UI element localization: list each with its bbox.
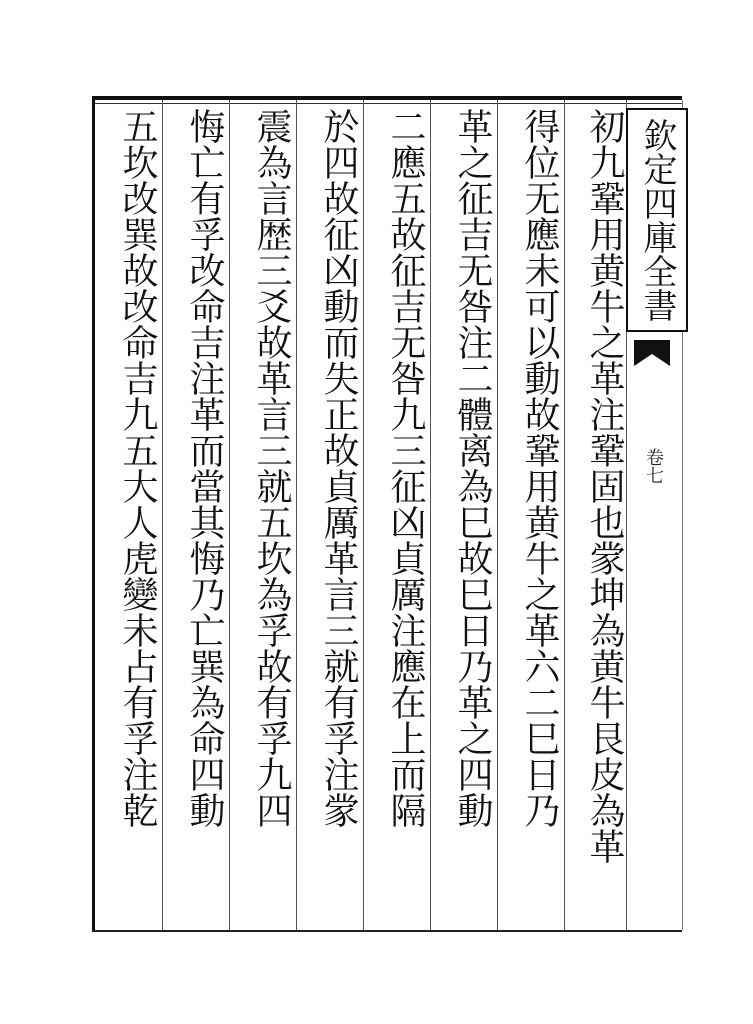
text-column-4: 二應五故征吉无咎九三征凶貞厲注應在上而隔	[385, 108, 426, 828]
text-column-5: 於四故征凶動而失正故貞厲革言三就有孚注䝉	[318, 108, 359, 828]
column-rule	[497, 100, 498, 930]
frame-top-inner-border	[92, 103, 682, 104]
column-rule	[229, 100, 230, 930]
text-column-1: 初九鞏用黄牛之革注鞏固也䝉坤為黄牛艮皮為革	[584, 108, 625, 864]
column-rule	[296, 100, 297, 930]
text-column-3: 革之征吉无咎注二體离為巳故巳日乃革之四動	[452, 108, 493, 828]
text-column-7: 悔亡有孚改命吉注革而當其悔乃亡巽為命四動	[184, 108, 225, 828]
column-rule	[430, 100, 431, 930]
column-rule	[564, 100, 565, 930]
fishtail-mark-icon	[634, 340, 670, 366]
text-column-8: 五坎改巽故改命吉九五大人虎變未占有孚注乾	[117, 108, 158, 828]
frame-left-border	[92, 96, 95, 932]
book-title-label: 欽定四庫全書	[626, 108, 688, 332]
text-column-6: 震為言歴三爻故革言三就五坎為孚故有孚九四	[251, 108, 292, 828]
column-rule	[162, 100, 163, 930]
volume-label: 卷七	[643, 448, 664, 484]
column-rule	[363, 100, 364, 930]
frame-bottom-border	[92, 930, 682, 932]
text-column-2: 得位无應未可以動故鞏用黄牛之革六二巳日乃	[519, 108, 560, 828]
frame-top-border	[92, 96, 682, 100]
